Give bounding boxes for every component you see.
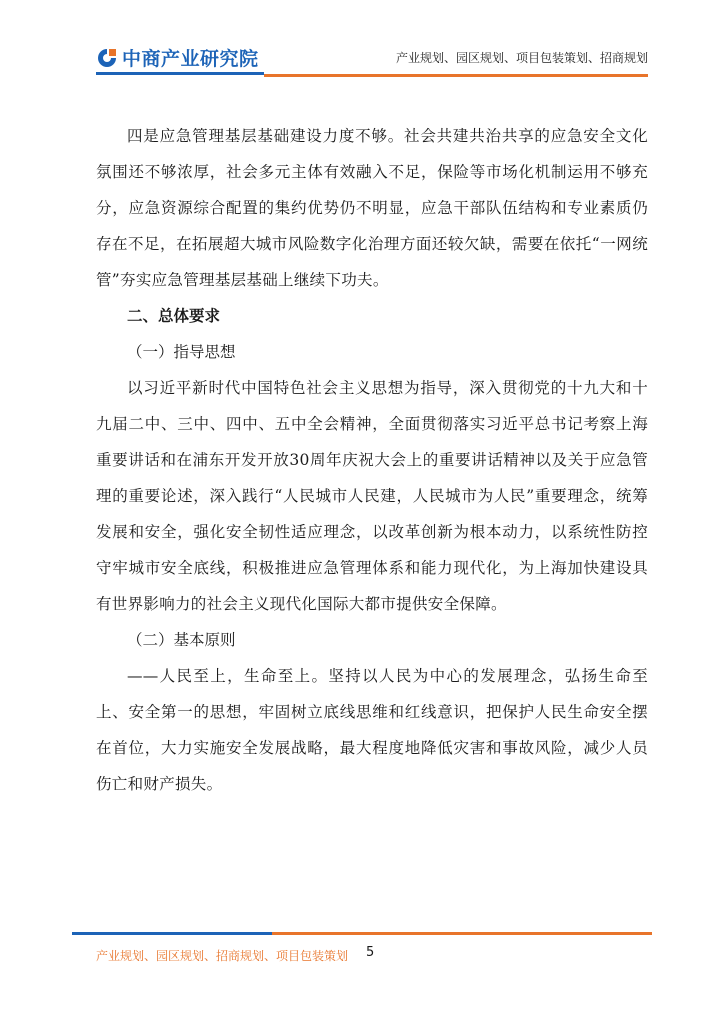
document-body — [96, 118, 648, 802]
header-tagline: 产业规划、园区规划、项目包装策划、招商规划 — [395, 51, 648, 65]
footer-rule-orange — [272, 932, 652, 935]
header-rule-orange — [264, 74, 648, 77]
company-logo — [96, 44, 259, 71]
page-number: 5 — [366, 945, 375, 960]
footer-rule-blue — [72, 932, 272, 935]
paragraph-intro: 四是应急管理基层基础建设力度不够。社会共建共治共享的应急安全文化氛围还不够浓厚，社会多元主体有效融入不足，保险等市场化机制运用不够充分，应急资源综合配置的集约优势仍不明显，应急干部队伍结构和专业素质仍存在不足，在拓展超大城市风险数字化治理方面还较欠缺，需要在依托“一网统管”夯实应急管理基层基础上继续下功夫。 — [96, 127, 648, 289]
subheading-basic-principles: （二）基本原则 — [127, 631, 236, 649]
page-header — [0, 0, 724, 80]
subheading-guiding-ideology: （一）指导思想 — [127, 343, 236, 361]
header-rule-blue — [96, 72, 264, 75]
section-heading-overall-requirements: 二、总体要求 — [127, 307, 221, 325]
logo-icon — [96, 47, 118, 69]
footer-tagline: 产业规划、园区规划、招商规划、项目包装策划 — [96, 949, 349, 963]
logo-text: 中商产业研究院 — [122, 48, 259, 70]
paragraph-guiding-ideology: 以习近平新时代中国特色社会主义思想为指导，深入贯彻党的十九大和十九届二中、三中、四中、五中全会精神，全面贯彻落实习近平总书记考察上海重要讲话和在浦东开发开放30周年庆祝大会上的重要讲话精神以及关于应急管理的重要论述，深入践行“人民城市人民建，人民城市为人民”重要理念，统筹发展和安全，强化安全韧性适应理念，以改革创新为根本动力，以系统性防控守牢城市安全底线，积极推进应急管理体系和能力现代化，为上海加快建设具有世界影响力的社会主义现代化国际大都市提供安全保障。 — [96, 379, 648, 613]
paragraph-people-first: ——人民至上，生命至上。坚持以人民为中心的发展理念，弘扬生命至上、安全第一的思想，牢固树立底线思维和红线意识，把保护人民生命安全摆在首位，大力实施安全发展战略，最大程度地降低灾害和事故风险，减少人员伤亡和财产损失。 — [96, 667, 648, 793]
